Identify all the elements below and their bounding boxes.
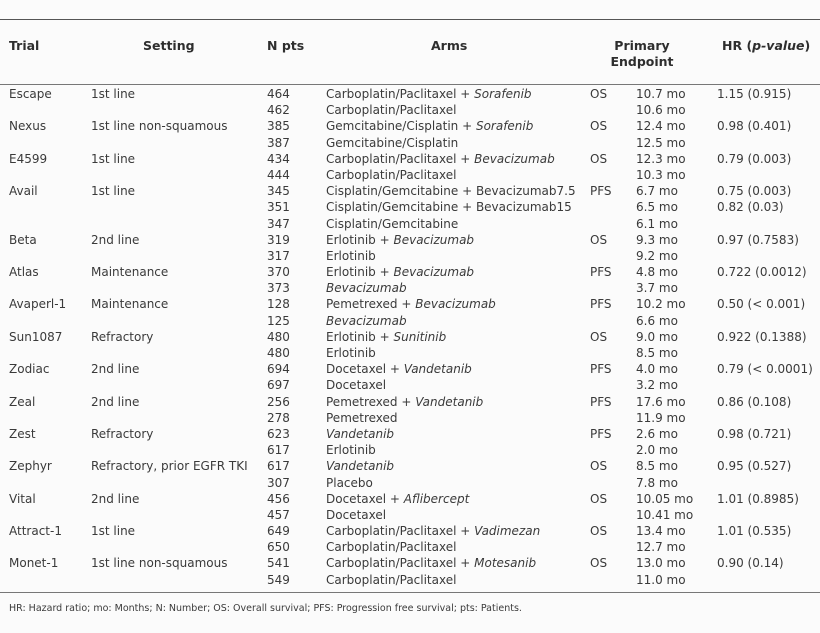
setting-cell: 2nd line <box>91 362 140 377</box>
endpoint-type-cell: PFS <box>590 265 612 280</box>
arm-cell <box>326 410 398 426</box>
trial-name-cell: Escape <box>9 87 52 101</box>
n-pts-cell: 347 <box>267 216 290 231</box>
header-rule <box>0 84 820 85</box>
table-row <box>0 394 820 410</box>
hr-cell: 0.82 (0.03) <box>717 200 784 215</box>
arm-cell <box>326 183 576 199</box>
trial-group <box>0 555 820 587</box>
table-row <box>0 329 820 345</box>
footnote: HR: Hazard ratio; mo: Months; N: Number; OS: Overall survival; PFS: Progression free survival; pts: Patients. <box>9 603 522 614</box>
trial-group <box>0 394 820 426</box>
trial-group <box>0 361 820 393</box>
hr-cell: 1.01 (0.8985) <box>717 491 799 506</box>
setting-cell: 1st line <box>91 524 136 539</box>
arm-text: Carboplatin/Paclitaxel <box>326 572 457 587</box>
endpoint-value-cell: 3.2 mo <box>636 378 678 393</box>
trial-name-cell: Zest <box>9 426 36 441</box>
endpoint-type-cell: OS <box>590 329 608 344</box>
arm-text: Carboplatin/Paclitaxel <box>326 103 457 118</box>
table-row <box>0 539 820 555</box>
setting-cell: 1st line non-squamous <box>91 119 228 134</box>
trial-group <box>0 232 820 264</box>
endpoint-type-cell: PFS <box>590 426 612 441</box>
arm-cell <box>326 313 407 329</box>
endpoint-value-cell: 10.6 mo <box>636 103 686 118</box>
table-row <box>0 151 820 167</box>
n-pts-cell: 307 <box>267 475 290 490</box>
header-trial: Trial <box>9 38 40 53</box>
endpoint-value-cell: 10.41 mo <box>636 507 694 522</box>
arm-drug-italic: Vandetanib <box>415 394 484 409</box>
arm-text: Erlotinib <box>326 443 376 458</box>
table-row <box>0 458 820 474</box>
trial-group <box>0 523 820 555</box>
arm-text: Docetaxel + <box>326 362 404 377</box>
n-pts-cell: 373 <box>267 281 290 296</box>
trial-name-cell: Avaperl-1 <box>9 297 67 312</box>
arm-text: Erlotinib + <box>326 265 394 280</box>
arm-cell <box>326 296 496 312</box>
arm-text: Pemetrexed <box>326 410 398 425</box>
endpoint-value-cell: 13.4 mo <box>636 524 686 539</box>
n-pts-cell: 462 <box>267 103 290 118</box>
n-pts-cell: 317 <box>267 248 290 263</box>
trial-group <box>0 458 820 490</box>
endpoint-type-cell: PFS <box>590 297 612 312</box>
hr-cell: 0.922 (0.1388) <box>717 329 807 344</box>
table-row <box>0 264 820 280</box>
trial-name-cell: Atlas <box>9 265 39 280</box>
endpoint-value-cell: 10.3 mo <box>636 167 686 182</box>
hr-cell: 0.79 (0.003) <box>717 151 792 166</box>
arm-cell <box>326 118 533 134</box>
arm-cell <box>326 394 483 410</box>
endpoint-value-cell: 12.5 mo <box>636 135 686 150</box>
arm-cell <box>326 377 386 393</box>
arm-drug-italic: Bevacizumab <box>474 151 555 166</box>
n-pts-cell: 319 <box>267 232 290 247</box>
hr-cell: 0.50 (< 0.001) <box>717 297 806 312</box>
n-pts-cell: 549 <box>267 572 290 587</box>
setting-cell: Refractory, prior EGFR TKI <box>91 459 248 474</box>
arm-drug-italic: Vadimezan <box>474 524 541 539</box>
hr-cell: 0.95 (0.527) <box>717 459 792 474</box>
table-row <box>0 523 820 539</box>
arm-text: Docetaxel <box>326 507 387 522</box>
endpoint-value-cell: 8.5 mo <box>636 459 678 474</box>
setting-cell: 2nd line <box>91 394 140 409</box>
hr-cell: 0.79 (< 0.0001) <box>717 362 813 377</box>
trial-name-cell: Zeal <box>9 394 36 409</box>
arm-cell <box>326 426 394 442</box>
header-n-pts: N pts <box>267 38 305 53</box>
n-pts-cell: 278 <box>267 410 290 425</box>
bottom-rule <box>0 592 820 593</box>
arm-drug-italic: Bevacizumab <box>393 265 475 280</box>
endpoint-value-cell: 4.0 mo <box>636 362 678 377</box>
arm-cell <box>326 329 446 345</box>
endpoint-value-cell: 2.0 mo <box>636 443 678 458</box>
endpoint-value-cell: 11.0 mo <box>636 572 686 587</box>
arm-text: Carboplatin/Paclitaxel <box>326 540 457 555</box>
arm-text: Cisplatin/Gemcitabine + Bevacizumab15 <box>326 200 572 215</box>
n-pts-cell: 464 <box>267 87 290 101</box>
setting-cell: 1st line <box>91 151 136 166</box>
arm-cell <box>326 361 472 377</box>
arm-cell <box>326 507 386 523</box>
setting-cell: 2nd line <box>91 491 140 506</box>
endpoint-type-cell: OS <box>590 87 608 101</box>
arm-drug-italic: Sorafenib <box>475 119 534 134</box>
arm-drug-italic: Motesanib <box>474 556 537 571</box>
arm-text: Cisplatin/Gemcitabine + Bevacizumab7.5 <box>326 184 576 199</box>
arm-text: Pemetrexed + <box>326 297 416 312</box>
table-row <box>0 361 820 377</box>
table-row <box>0 118 820 134</box>
trial-name-cell: Nexus <box>9 119 47 134</box>
arm-text: Carboplatin/Paclitaxel <box>326 167 457 182</box>
n-pts-cell: 444 <box>267 167 290 182</box>
setting-cell: 1st line <box>91 184 136 199</box>
hr-cell: 0.722 (0.0012) <box>717 265 807 280</box>
arm-cell <box>326 102 456 118</box>
arm-cell <box>326 442 376 458</box>
endpoint-type-cell: PFS <box>590 184 612 199</box>
arm-drug-italic: Aflibercept <box>403 491 470 506</box>
n-pts-cell: 370 <box>267 265 290 280</box>
arm-text: Erlotinib <box>326 248 376 263</box>
n-pts-cell: 617 <box>267 443 290 458</box>
n-pts-cell: 351 <box>267 200 290 215</box>
n-pts-cell: 480 <box>267 346 290 360</box>
trial-group <box>0 264 820 296</box>
arm-cell <box>326 572 456 588</box>
trial-group <box>0 426 820 458</box>
endpoint-value-cell: 6.5 mo <box>636 200 678 215</box>
table-row <box>0 296 820 312</box>
trial-group <box>0 329 820 361</box>
trial-name-cell: Beta <box>9 232 37 247</box>
endpoint-type-cell: OS <box>590 524 608 539</box>
endpoint-value-cell: 12.4 mo <box>636 119 686 134</box>
header-endpoint-line1: Primary <box>614 38 670 53</box>
arm-drug-italic: Vandetanib <box>403 362 472 377</box>
table-row <box>0 572 820 588</box>
endpoint-value-cell: 10.2 mo <box>636 297 686 312</box>
arm-drug-italic: Bevacizumab <box>326 281 407 296</box>
endpoint-value-cell: 8.5 mo <box>636 346 678 360</box>
table-row <box>0 507 820 523</box>
n-pts-cell: 697 <box>267 378 290 393</box>
endpoint-type-cell: OS <box>590 459 608 474</box>
arm-cell <box>326 86 532 102</box>
arm-cell <box>326 345 376 361</box>
endpoint-value-cell: 4.8 mo <box>636 265 678 280</box>
table-row <box>0 248 820 264</box>
trial-name-cell: Monet-1 <box>9 556 59 571</box>
trial-name-cell: Zephyr <box>9 459 52 474</box>
endpoint-type-cell: OS <box>590 232 608 247</box>
header-arms: Arms <box>431 38 468 53</box>
table-row <box>0 345 820 361</box>
n-pts-cell: 480 <box>267 329 290 344</box>
arm-cell <box>326 523 540 539</box>
arm-cell <box>326 248 376 264</box>
setting-cell: 1st line <box>91 87 136 101</box>
arm-text: Erlotinib + <box>326 329 394 344</box>
setting-cell: Refractory <box>91 426 154 441</box>
endpoint-value-cell: 10.05 mo <box>636 491 694 506</box>
arm-text: Cisplatin/Gemcitabine <box>326 216 459 231</box>
arm-cell <box>326 491 469 507</box>
arm-cell <box>326 264 474 280</box>
header-hr-prefix: HR ( <box>722 38 753 53</box>
n-pts-cell: 649 <box>267 524 290 539</box>
endpoint-value-cell: 9.2 mo <box>636 248 678 263</box>
n-pts-cell: 128 <box>267 297 290 312</box>
trial-name-cell: Avail <box>9 184 38 199</box>
table-row <box>0 442 820 458</box>
arm-text: Placebo <box>326 475 373 490</box>
header-endpoint-line2: Endpoint <box>610 54 674 69</box>
trial-name-cell: Zodiac <box>9 362 50 377</box>
hr-cell: 0.98 (0.401) <box>717 119 792 134</box>
table-row <box>0 377 820 393</box>
endpoint-type-cell: PFS <box>590 394 612 409</box>
arm-cell <box>326 151 555 167</box>
trial-name-cell: Attract-1 <box>9 524 62 539</box>
n-pts-cell: 345 <box>267 184 290 199</box>
top-rule <box>0 19 820 20</box>
arm-drug-italic: Sunitinib <box>393 329 447 344</box>
n-pts-cell: 623 <box>267 426 290 441</box>
endpoint-value-cell: 12.3 mo <box>636 151 686 166</box>
trial-name-cell: Sun1087 <box>9 329 63 344</box>
n-pts-cell: 650 <box>267 540 290 555</box>
arm-text: Erlotinib + <box>326 232 394 247</box>
header-hr-pvalue: p-value <box>752 38 805 53</box>
n-pts-cell: 434 <box>267 151 290 166</box>
arm-cell <box>326 539 456 555</box>
arm-text: Docetaxel + <box>326 491 404 506</box>
trial-name-cell: Vital <box>9 491 36 506</box>
hr-cell: 1.15 (0.915) <box>717 87 792 101</box>
table-row <box>0 410 820 426</box>
hr-cell: 1.01 (0.535) <box>717 524 792 539</box>
arm-text: Pemetrexed + <box>326 394 416 409</box>
arm-text: Gemcitabine/Cisplatin <box>326 135 459 150</box>
arm-cell <box>326 475 373 491</box>
arm-drug-italic: Bevacizumab <box>326 313 407 328</box>
n-pts-cell: 385 <box>267 119 290 134</box>
hr-cell: 0.75 (0.003) <box>717 184 792 199</box>
hr-cell: 0.90 (0.14) <box>717 556 784 571</box>
arm-text: Gemcitabine/Cisplatin + <box>326 119 476 134</box>
table-body <box>0 86 820 588</box>
table-row <box>0 216 820 232</box>
setting-cell: Maintenance <box>91 265 169 280</box>
trial-group <box>0 491 820 523</box>
n-pts-cell: 387 <box>267 135 290 150</box>
table-row <box>0 232 820 248</box>
n-pts-cell: 694 <box>267 362 290 377</box>
endpoint-value-cell: 10.7 mo <box>636 87 686 101</box>
table-row <box>0 102 820 118</box>
table-row <box>0 183 820 199</box>
arm-drug-italic: Bevacizumab <box>393 232 475 247</box>
arm-cell <box>326 555 536 571</box>
arm-cell <box>326 280 407 296</box>
header-setting: Setting <box>143 38 195 53</box>
endpoint-value-cell: 6.7 mo <box>636 184 678 199</box>
table-row <box>0 313 820 329</box>
table-row <box>0 199 820 215</box>
endpoint-value-cell: 9.3 mo <box>636 232 678 247</box>
endpoint-value-cell: 3.7 mo <box>636 281 678 296</box>
arm-drug-italic: Vandetanib <box>326 426 395 441</box>
trial-group <box>0 118 820 150</box>
hr-cell: 0.97 (0.7583) <box>717 232 799 247</box>
endpoint-value-cell: 9.0 mo <box>636 329 678 344</box>
hr-cell: 0.98 (0.721) <box>717 426 792 441</box>
endpoint-type-cell: PFS <box>590 362 612 377</box>
setting-cell: Maintenance <box>91 297 169 312</box>
header-hr <box>722 38 810 54</box>
n-pts-cell: 125 <box>267 313 290 328</box>
endpoint-value-cell: 2.6 mo <box>636 426 678 441</box>
arm-drug-italic: Sorafenib <box>474 87 532 101</box>
n-pts-cell: 256 <box>267 394 290 409</box>
arm-cell <box>326 135 458 151</box>
table-row <box>0 491 820 507</box>
table-row <box>0 555 820 571</box>
arm-cell <box>326 458 394 474</box>
arm-drug-italic: Bevacizumab <box>415 297 496 312</box>
endpoint-value-cell: 17.6 mo <box>636 394 686 409</box>
endpoint-value-cell: 11.9 mo <box>636 410 686 425</box>
table-row <box>0 426 820 442</box>
setting-cell: 2nd line <box>91 232 140 247</box>
trial-group <box>0 151 820 183</box>
arm-text: Docetaxel <box>326 378 387 393</box>
n-pts-cell: 617 <box>267 459 290 474</box>
table-row <box>0 86 820 102</box>
arm-cell <box>326 232 474 248</box>
trial-group <box>0 183 820 232</box>
endpoint-type-cell: OS <box>590 119 608 134</box>
endpoint-value-cell: 12.7 mo <box>636 540 686 555</box>
arm-drug-italic: Vandetanib <box>326 459 395 474</box>
endpoint-value-cell: 6.1 mo <box>636 216 678 231</box>
table-row <box>0 167 820 183</box>
trial-group <box>0 296 820 328</box>
endpoint-value-cell: 7.8 mo <box>636 475 678 490</box>
header-primary-endpoint <box>607 38 677 70</box>
trial-group <box>0 86 820 118</box>
setting-cell: Refractory <box>91 329 154 344</box>
header-hr-suffix: ) <box>804 38 811 53</box>
n-pts-cell: 541 <box>267 556 290 571</box>
endpoint-type-cell: OS <box>590 491 608 506</box>
hr-cell: 0.86 (0.108) <box>717 394 792 409</box>
arm-cell <box>326 167 456 183</box>
endpoint-type-cell: OS <box>590 151 608 166</box>
endpoint-value-cell: 6.6 mo <box>636 313 678 328</box>
table-row <box>0 475 820 491</box>
table-row <box>0 280 820 296</box>
arm-cell <box>326 216 458 232</box>
arm-text: Carboplatin/Paclitaxel + <box>326 151 475 166</box>
endpoint-value-cell: 13.0 mo <box>636 556 686 571</box>
trial-name-cell: E4599 <box>9 151 48 166</box>
endpoint-type-cell: OS <box>590 556 608 571</box>
arm-text: Erlotinib <box>326 346 376 360</box>
arm-text: Carboplatin/Paclitaxel + <box>326 524 475 539</box>
arm-text: Carboplatin/Paclitaxel + <box>326 87 475 101</box>
arm-text: Carboplatin/Paclitaxel + <box>326 556 475 571</box>
n-pts-cell: 456 <box>267 491 290 506</box>
arm-cell <box>326 199 572 215</box>
n-pts-cell: 457 <box>267 507 290 522</box>
table-row <box>0 135 820 151</box>
setting-cell: 1st line non-squamous <box>91 556 228 571</box>
